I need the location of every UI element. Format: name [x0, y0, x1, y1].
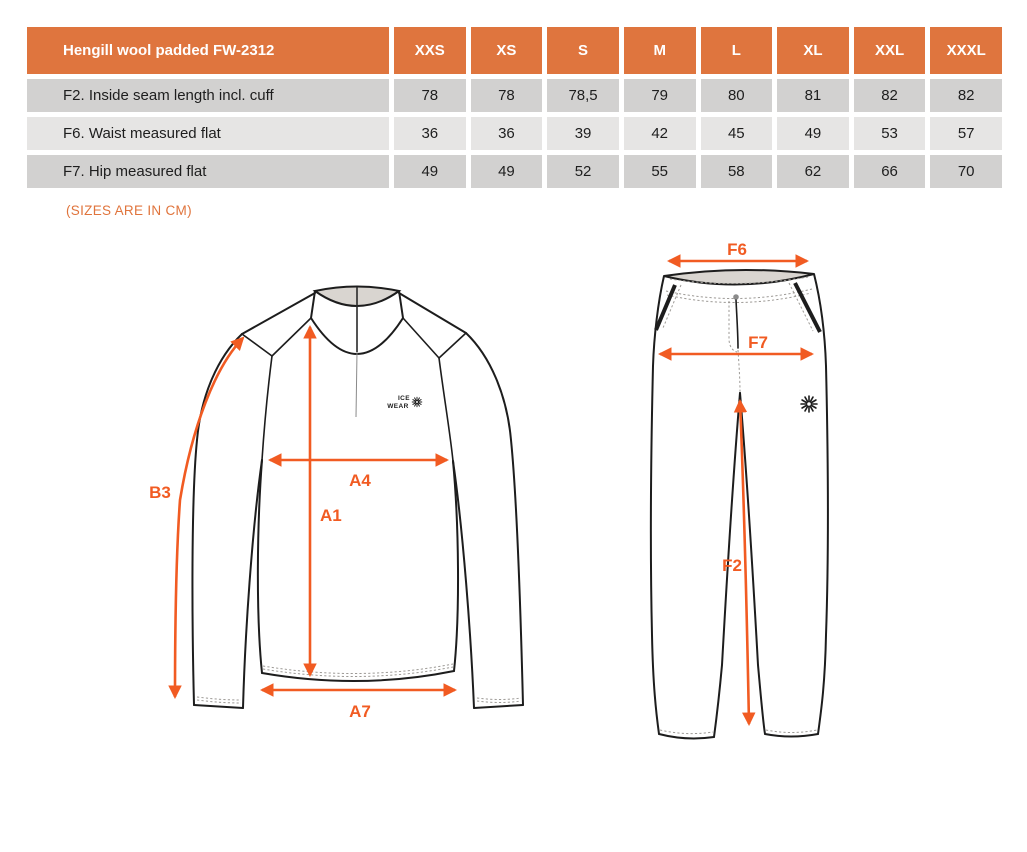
cell: 78,5	[547, 79, 619, 112]
cell: 49	[777, 117, 849, 150]
measure-label-a7: A7	[349, 702, 371, 721]
sweater-outline	[192, 287, 523, 709]
size-col-s: S	[547, 27, 619, 74]
size-col-xs: XS	[471, 27, 543, 74]
pants-outline	[651, 270, 828, 739]
row-label: F2. Inside seam length incl. cuff	[27, 79, 389, 112]
size-col-l: L	[701, 27, 773, 74]
pants-left-hem	[659, 734, 714, 738]
cell: 62	[777, 155, 849, 188]
cell: 49	[471, 155, 543, 188]
table-row-waist	[27, 117, 1002, 150]
measure-label-a4: A4	[349, 471, 371, 490]
sweater-right-yoke-seam	[403, 318, 466, 358]
sweater-right-shoulder	[399, 293, 466, 333]
cell: 52	[547, 155, 619, 188]
pants-waist-inner	[664, 270, 814, 285]
sweater-hem-stitch	[263, 664, 453, 677]
cell: 49	[394, 155, 466, 188]
pants-right-hem	[765, 734, 818, 737]
logo-text-wear: WEAR	[387, 403, 409, 410]
pants-waistband-stitch	[666, 289, 812, 303]
cell: 55	[624, 155, 696, 188]
size-col-xxxl: XXXL	[930, 27, 1002, 74]
snowflake-icon	[801, 396, 817, 412]
measure-label-f6: F6	[727, 240, 747, 259]
cell: 39	[547, 117, 619, 150]
pants-button	[733, 294, 739, 300]
sweater-left-raglan-seam	[262, 356, 272, 460]
sweater-left-sleeve-outer	[192, 334, 242, 705]
measure-label-a1: A1	[320, 506, 342, 525]
sweater-right-sleeve-outer	[466, 333, 523, 705]
measure-arrow-b3	[175, 338, 243, 697]
logo-text-ice: ICE	[397, 395, 411, 402]
row-label: F6. Waist measured flat	[27, 117, 389, 150]
sweater-right-cuff	[474, 705, 523, 708]
pants-left-outer-seam	[651, 276, 664, 734]
header-row	[27, 27, 1002, 74]
cell: 78	[394, 79, 466, 112]
cell: 80	[701, 79, 773, 112]
pants-right-hem-stitch	[766, 730, 817, 733]
size-table-header	[27, 27, 1002, 74]
cell: 82	[854, 79, 926, 112]
pants-right-inseam	[740, 393, 765, 734]
cell: 58	[701, 155, 773, 188]
cell: 36	[471, 117, 543, 150]
measure-label-f7: F7	[748, 333, 768, 352]
product-title: Hengill wool padded FW-2312	[27, 27, 389, 74]
sweater-left-cuff	[194, 705, 243, 708]
sweater-left-shoulder	[242, 293, 315, 334]
sweater-left-cuff-stitch	[197, 697, 241, 703]
pants-center-seam	[736, 300, 738, 348]
size-col-xl: XL	[777, 27, 849, 74]
cell: 79	[624, 79, 696, 112]
sweater-right-cuff-stitch	[477, 698, 521, 703]
cell: 66	[854, 155, 926, 188]
cell: 36	[394, 117, 466, 150]
table-row-inseam	[27, 79, 1002, 112]
size-col-m: M	[624, 27, 696, 74]
cell: 82	[930, 79, 1002, 112]
sweater-measurements	[149, 327, 455, 721]
row-label: F7. Hip measured flat	[27, 155, 389, 188]
pants-diagram	[625, 240, 965, 840]
sweater-right-raglan-seam	[439, 358, 453, 461]
units-note: (SIZES ARE IN CM)	[66, 203, 192, 218]
measure-label-f2: F2	[722, 556, 742, 575]
size-col-xxl: XXL	[854, 27, 926, 74]
sweater-logo	[387, 395, 422, 410]
snowflake-icon	[412, 397, 422, 407]
cell: 78	[471, 79, 543, 112]
cell: 53	[854, 117, 926, 150]
cell: 81	[777, 79, 849, 112]
sweater-left-yoke-seam	[242, 318, 311, 356]
size-col-xxs: XXS	[394, 27, 466, 74]
cell: 42	[624, 117, 696, 150]
sweater-diagram	[120, 245, 550, 745]
cell: 45	[701, 117, 773, 150]
cell: 57	[930, 117, 1002, 150]
pants-fly-seam-stitch	[738, 350, 740, 392]
pants-left-hem-stitch	[660, 730, 713, 734]
measure-label-b3: B3	[149, 483, 171, 502]
size-table	[22, 22, 1007, 193]
sweater-zipper	[356, 352, 357, 417]
pants-right-outer-seam	[814, 274, 828, 734]
table-row-hip	[27, 155, 1002, 188]
cell: 70	[930, 155, 1002, 188]
